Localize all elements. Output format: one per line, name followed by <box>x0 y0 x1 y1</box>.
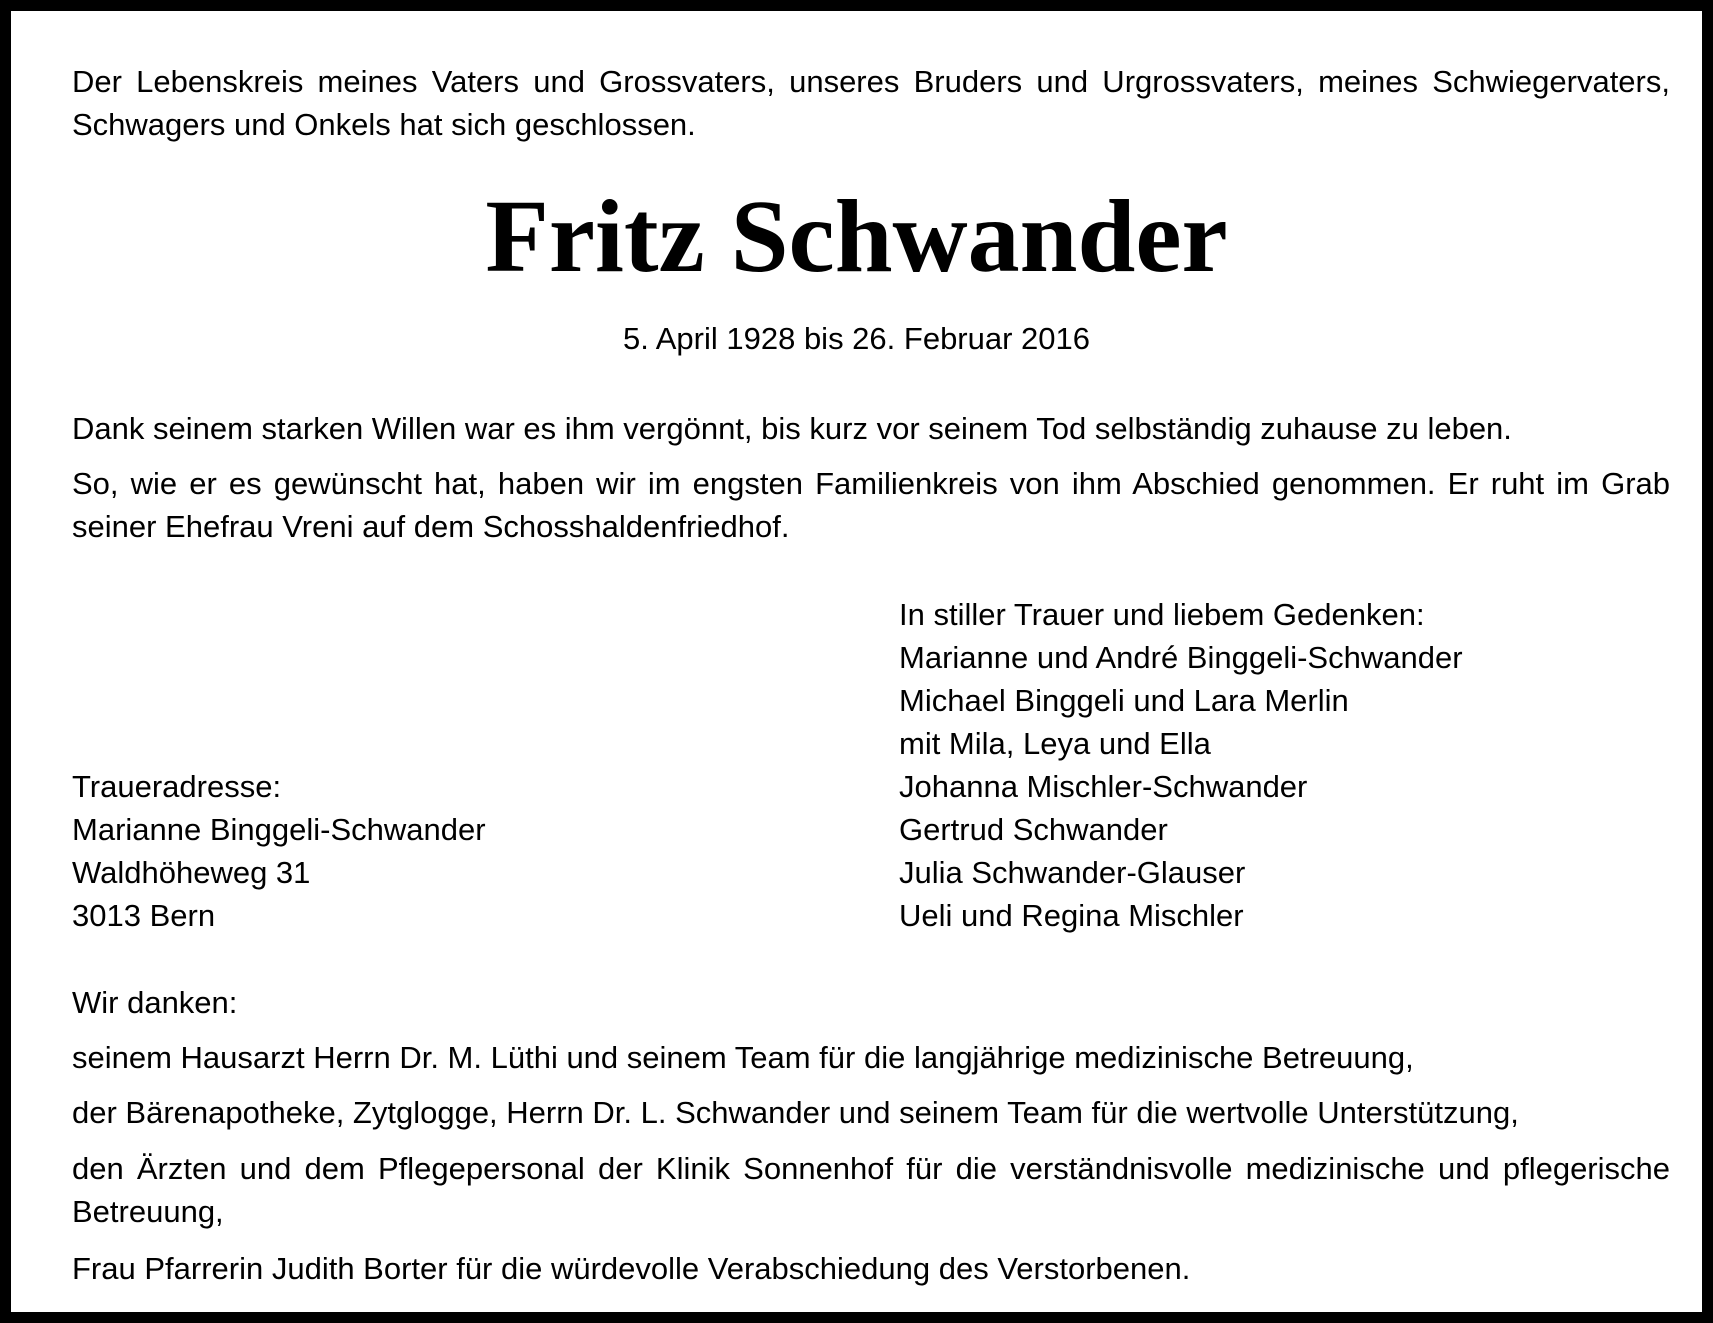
life-dates: 5. April 1928 bis 26. Februar 2016 <box>622 321 1091 356</box>
thanks-item: seinem Hausarzt Herrn Dr. M. Lüthi und seinem Team für die langjährige medizinische Betreuung, <box>72 1040 1414 1075</box>
thanks-item: den Ärzten und dem Pflegepersonal der Klinik Sonnenhof für die verständnisvolle medizinische und pflegerische Betreuung, <box>72 1151 1670 1229</box>
thanks-heading: Wir danken: <box>72 985 238 1020</box>
mourner-name: Marianne und André Binggeli-Schwander <box>899 640 1463 675</box>
mourners-list <box>899 593 1463 937</box>
address-line: 3013 Bern <box>72 898 216 933</box>
mourner-name: Ueli und Regina Mischler <box>899 898 1244 933</box>
deceased-name: Fritz Schwander <box>485 179 1228 294</box>
address-line: Waldhöheweg 31 <box>72 855 311 890</box>
mourner-name: Julia Schwander-Glauser <box>899 855 1246 890</box>
address-heading: Traueradresse: <box>72 769 282 804</box>
mourner-name: mit Mila, Leya und Ella <box>899 726 1211 761</box>
mourners-heading: In stiller Trauer und liebem Gedenken: <box>899 597 1425 632</box>
paragraph-independent-living: Dank seinem starken Willen war es ihm vergönnt, bis kurz vor seinem Tod selbständig zuhause zu leben. <box>72 411 1512 446</box>
mourning-address <box>72 765 486 937</box>
thanks-item: Frau Pfarrerin Judith Borter für die würdevolle Verabschiedung des Verstorbenen. <box>72 1251 1191 1286</box>
intro-text: Der Lebenskreis meines Vaters und Grossvaters, unseres Bruders und Urgrossvaters, meines Schwiegervaters, Schwagers und Onkels hat sich geschlossen. <box>72 64 1670 142</box>
mourner-name: Gertrud Schwander <box>899 812 1168 847</box>
paragraph-farewell: So, wie er es gewünscht hat, haben wir im engsten Familienkreis von ihm Abschied genommen. Er ruht im Grab seiner Ehefrau Vreni auf dem Schosshaldenfriedhof. <box>72 466 1670 544</box>
address-line: Marianne Binggeli-Schwander <box>72 812 486 847</box>
thanks-item: der Bärenapotheke, Zytglogge, Herrn Dr. L. Schwander und seinem Team für die wertvolle Unterstützung, <box>72 1095 1519 1130</box>
mourner-name: Michael Binggeli und Lara Merlin <box>899 683 1349 718</box>
mourner-name: Johanna Mischler-Schwander <box>899 769 1308 804</box>
